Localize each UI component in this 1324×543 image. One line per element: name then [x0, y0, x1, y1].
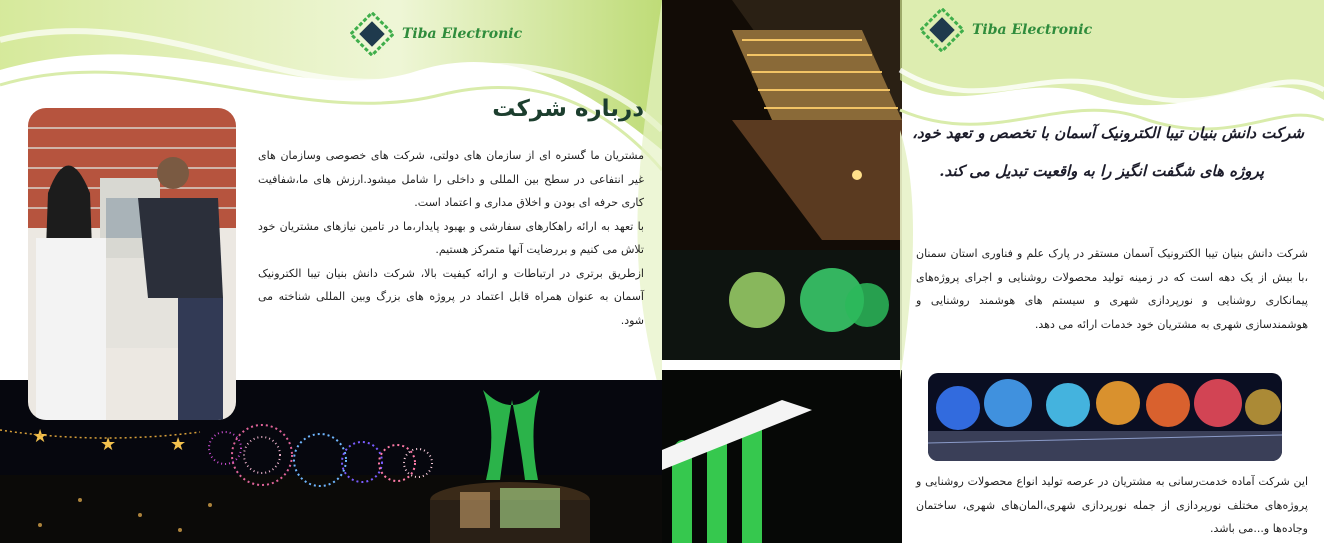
diamond-logo-icon	[350, 12, 394, 56]
svg-text:★: ★	[100, 434, 117, 455]
svg-text:★: ★	[170, 434, 187, 455]
page-title: درباره شرکت	[492, 96, 644, 122]
brand-logo	[920, 8, 1092, 52]
brand-logo	[350, 12, 522, 56]
about-paragraph-3: ازطریق برتری در ارتباطات و ارائه کیفیت بالا، شرکت دانش بنیان تیبا الکترونیک آسمان به عنوان همراه قابل اعتماد در پروژه های بزرگ وبین المللی شناخته می شود.	[258, 266, 644, 327]
right-page	[662, 0, 1324, 543]
about-text	[258, 144, 644, 332]
brand-name: Tiba Electronic	[402, 26, 523, 42]
headline	[912, 118, 1304, 186]
about-paragraph-1: مشتریان ما گستره ای از سازمان های دولتی، شرکت های خصوصی وسازمان های غیر انتفاعی در سطح بین المللی و داخلی را شامل میشود.ارزش های ما،شفافیت کاری حرفه ای بودن و اخلاق مداری و اعتماد است.	[258, 149, 644, 209]
diamond-logo-icon	[920, 8, 964, 52]
street-lighting-photo	[928, 373, 1282, 461]
staff-photo	[28, 108, 236, 420]
about-paragraph-2: با تعهد به ارائه راهکارهای سفارشی و بهبود پایدار،ما در تامین نیازهای مشتریان خود تلاش می کنیم و بررضایت آنها متمرکز هستیم.	[258, 219, 644, 256]
headline-line-1: شرکت دانش بنیان تیبا الکترونیک آسمان با تخصص و تعهد خود،	[912, 124, 1304, 142]
brand-name: Tiba Electronic	[972, 22, 1093, 38]
svg-text:★: ★	[32, 426, 49, 447]
intro-text: شرکت دانش بنیان تیبا الکترونیک آسمان مستقر در پارک علم و فناوری استان سمنان ،با بیش از یک دهه است که در زمینه تولید محصولات روشنایی و اجرای پروژه‌های پیمانکاری روشنایی و نورپردازی شهری و سیستم های هوشمند روشنایی و هوشمندسازی شهری به مشتریان خود خدمات ارائه می دهد.	[916, 247, 1308, 331]
headline-line-2: پروژه های شگفت انگیز را به واقعیت تبدیل می کند.	[939, 162, 1264, 180]
closing-text: این شرکت آماده خدمت‌رسانی به مشتریان در عرصه تولید انواع محصولات روشنایی و پروژه‌های مختلف نورپردازی از جمله نورپردازی شهری،المان‌های شهری، ساختمان وجاده‌ها و...می باشد.	[916, 475, 1308, 535]
